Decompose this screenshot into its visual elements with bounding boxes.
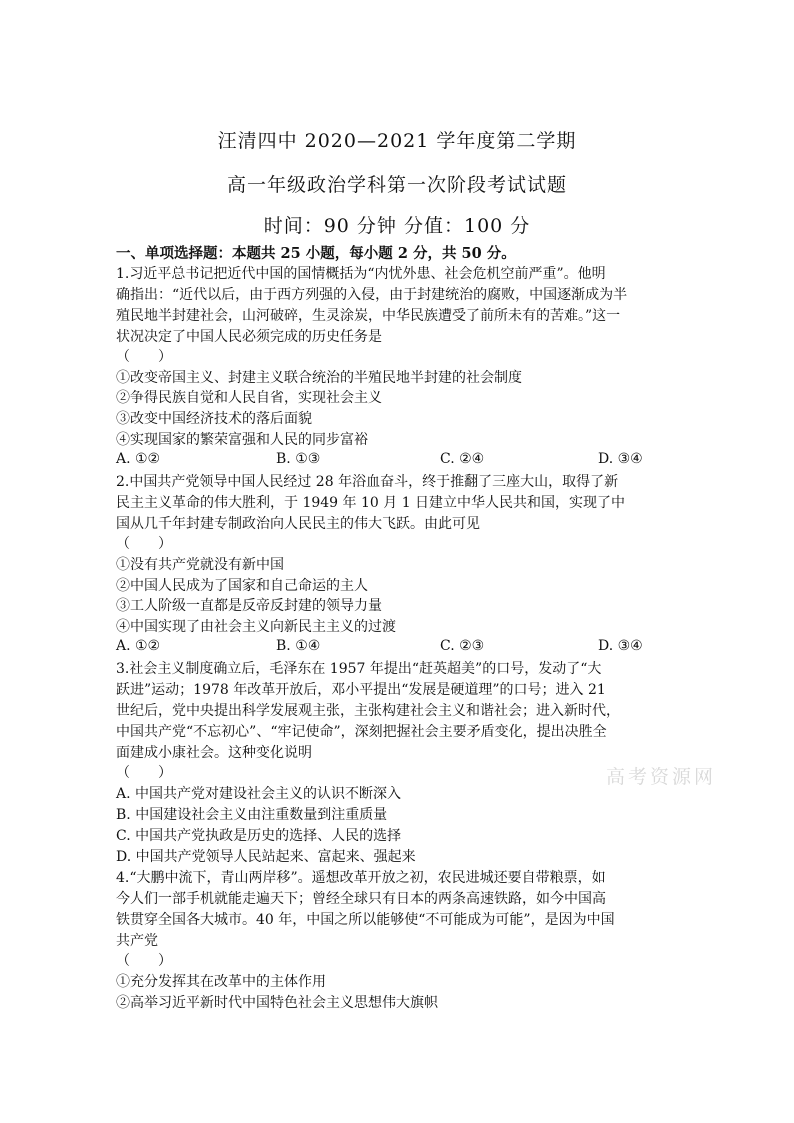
question-4-stem-line: 共产党 <box>116 933 158 949</box>
question-3-stem-line: 3.社会主义制度确立后，毛泽东在 1957 年提出“赶英超美”的口号，发动了“大 <box>116 661 602 677</box>
watermark: 高考资源网 <box>606 766 717 788</box>
option-a: A. ①② <box>116 638 161 654</box>
question-1-item: ③改变中国经济技术的落后面貌 <box>116 411 312 427</box>
question-4-answer-blank: （ ） <box>116 953 172 969</box>
question-1-item: ④实现国家的繁荣富强和人民的同步富裕 <box>116 432 368 448</box>
question-3-option-c: C. 中国共产党执政是历史的选择、人民的选择 <box>116 828 402 844</box>
question-3-stem-line: 跃进”运动；1978 年改革开放后，邓小平提出“发展是硬道理”的口号；进入 21 <box>116 682 606 698</box>
question-3-stem-line: 世纪后，党中央提出科学发展观主张，主张构建社会主义和谐社会；进入新时代， <box>116 703 620 719</box>
question-3-answer-blank: （ ） <box>116 765 172 781</box>
section-heading: 一、单项选择题：本题共 25 小题，每小题 2 分，共 50 分。 <box>116 245 516 262</box>
question-3-stem-line: 面建成小康社会。这种变化说明 <box>116 745 312 761</box>
question-3-option-d: D. 中国共产党领导人民站起来、富起来、强起来 <box>116 849 416 865</box>
option-a: A. ①② <box>116 451 161 467</box>
question-2-stem-line: 民主主义革命的伟大胜利，于 1949 年 10 月 1 日建立中华人民共和国，实现了中 <box>116 495 626 511</box>
question-1-stem-line: 1.习近平总书记把近代中国的国情概括为“内忧外患、社会危机空前严重”。他明 <box>116 266 606 282</box>
question-1-answer-blank: （ ） <box>116 349 172 365</box>
option-b: B. ①③ <box>276 451 321 467</box>
exam-title: 高一年级政治学科第一次阶段考试试题 <box>226 174 567 196</box>
option-b: B. ①④ <box>276 638 321 654</box>
question-1-item: ①改变帝国主义、封建主义联合统治的半殖民地半封建的社会制度 <box>116 370 522 386</box>
option-d: D. ③④ <box>598 638 643 654</box>
question-1-stem-line: 确指出：“近代以后，由于西方列强的入侵，由于封建统治的腐败，中国逐渐成为半 <box>116 287 628 303</box>
question-4-item: ①充分发挥其在改革中的主体作用 <box>116 974 326 990</box>
question-4-stem-line: 4.“大鹏中流下，青山两岸移”。遥想改革开放之初，农民进城还要自带粮票，如 <box>116 870 606 886</box>
school-title: 汪清四中 2020—2021 学年度第二学期 <box>217 130 577 152</box>
question-1-stem-line: 状况决定了中国人民必须完成的历史任务是 <box>116 329 382 345</box>
question-3-option-a: A. 中国共产党对建设社会主义的认识不断深入 <box>116 786 402 802</box>
question-1-item: ②争得民族自觉和人民自省，实现社会主义 <box>116 390 382 406</box>
time-score-line: 时间：90 分钟 分值：100 分 <box>263 215 531 237</box>
option-c: C. ②④ <box>440 451 485 467</box>
question-2-answer-blank: （ ） <box>116 536 172 552</box>
question-1-stem-line: 殖民地半封建社会，山河破碎，生灵涂炭，中华民族遭受了前所未有的苦难。”这一 <box>116 308 621 324</box>
question-2-options <box>116 638 676 658</box>
question-2-item: ②中国人民成为了国家和自己命运的主人 <box>116 578 368 594</box>
question-4-stem-line: 铁贯穿全国各大城市。40 年，中国之所以能够使“不可能成为可能”，是因为中国 <box>116 912 615 928</box>
question-4-stem-line: 今人们一部手机就能走遍天下；曾经全球只有日本的两条高速铁路，如今中国高 <box>116 891 606 907</box>
question-2-item: ④中国实现了由社会主义向新民主主义的过渡 <box>116 619 396 635</box>
question-1-options <box>116 451 676 471</box>
question-2-item: ①没有共产党就没有新中国 <box>116 557 284 573</box>
question-3-option-b: B. 中国建设社会主义由注重数量到注重质量 <box>116 807 388 823</box>
question-4-item: ②高举习近平新时代中国特色社会主义思想伟大旗帜 <box>116 995 438 1011</box>
question-2-stem-line: 国从几千年封建专制政治向人民民主的伟大飞跃。由此可见 <box>116 516 480 532</box>
question-2-stem-line: 2.中国共产党领导中国人民经过 28 年浴血奋斗，终于推翻了三座大山，取得了新 <box>116 474 619 490</box>
question-2-item: ③工人阶级一直都是反帝反封建的领导力量 <box>116 598 382 614</box>
option-d: D. ③④ <box>598 451 643 467</box>
question-3-stem-line: 中国共产党“不忘初心”、“牢记使命”，深刻把握社会主要矛盾变化，提出决胜全 <box>116 724 607 740</box>
option-c: C. ②③ <box>440 638 485 654</box>
